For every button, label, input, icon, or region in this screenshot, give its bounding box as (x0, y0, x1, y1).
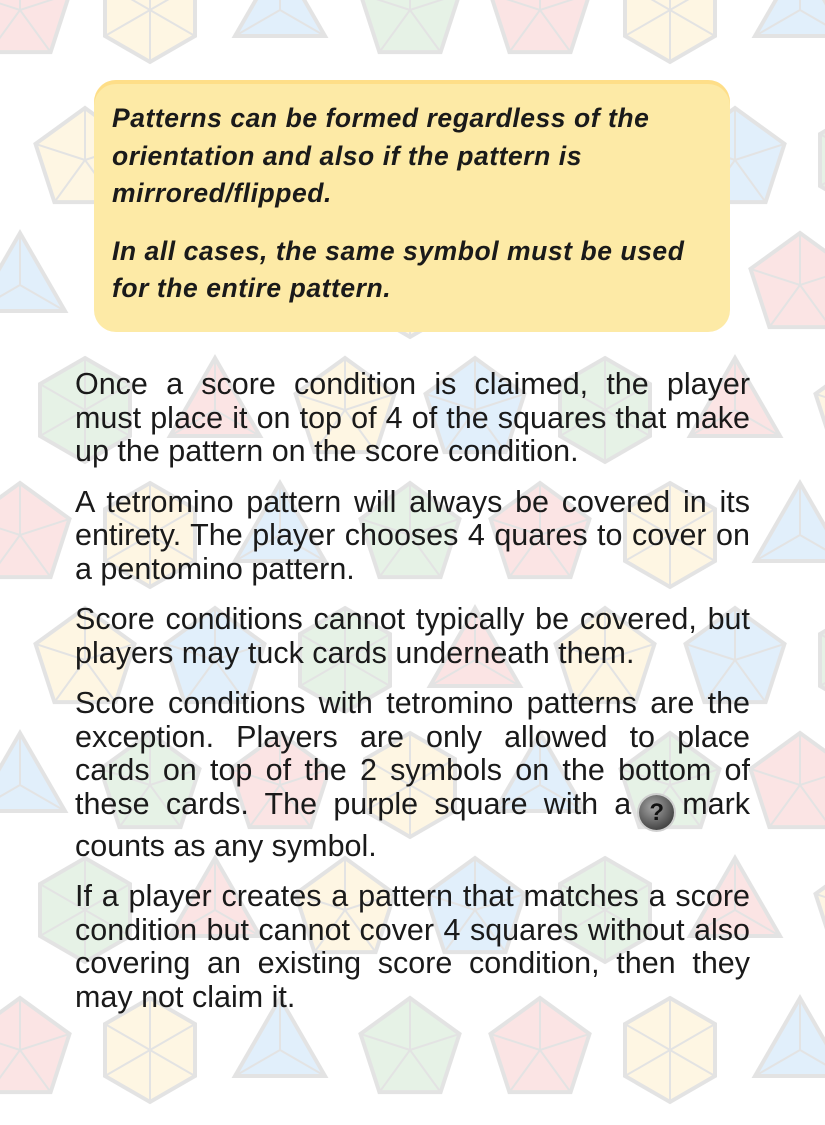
exception-text: Score conditions with tetromino patterns are the exception. Players are only allowed to place cards on top of the 2 symbols on the bottom of these cards. The purple square with a (75, 686, 750, 821)
rules-body-text (75, 368, 750, 1031)
callout-paragraph-orientation: Patterns can be formed regardless of the orientation and also if the pattern is mirrored/flipped. (112, 103, 650, 208)
die-shape (820, 608, 825, 712)
die-shape (0, 233, 65, 311)
die-shape (816, 858, 825, 952)
die-shape (105, 0, 195, 62)
die-shape (816, 358, 825, 452)
die-shape (0, 998, 70, 1092)
paragraph-tetromino-coverage: A tetromino pattern will always be covered in its entirety. The player chooses 4 quares to cover on a pentomino pattern. (75, 484, 750, 586)
die-shape (751, 733, 825, 827)
die-shape (235, 0, 325, 36)
rules-callout-box (94, 80, 730, 332)
die-shape (751, 233, 825, 327)
paragraph-tetromino-exception (75, 687, 750, 863)
question-mark-icon: ? (639, 795, 674, 830)
die-shape (0, 483, 70, 577)
die-shape (755, 0, 825, 36)
paragraph-may-not-claim: If a player creates a pattern that matches a score condition but cannot cover 4 squares without also covering an existing score condition, then they may not claim it. (75, 879, 750, 1014)
die-shape (625, 0, 715, 62)
callout-paragraph-same-symbol: In all cases, the same symbol must be used for the entire pattern. (112, 235, 685, 303)
die-shape (0, 733, 65, 811)
paragraph-claim-score-condition: Once a score condition is claimed, the player must place it on top of 4 of the squares that make up the pattern on the score condition. (75, 367, 750, 468)
die-shape (755, 998, 825, 1076)
die-shape (491, 0, 590, 52)
paragraph-cannot-cover: Score conditions cannot typically be covered, but players may tuck cards underneath them. (75, 602, 750, 670)
die-shape (0, 0, 70, 52)
exception-text-end: mark counts as any symbol. (75, 786, 750, 863)
die-shape (820, 108, 825, 212)
die-shape (361, 0, 460, 52)
die-shape (755, 483, 825, 561)
